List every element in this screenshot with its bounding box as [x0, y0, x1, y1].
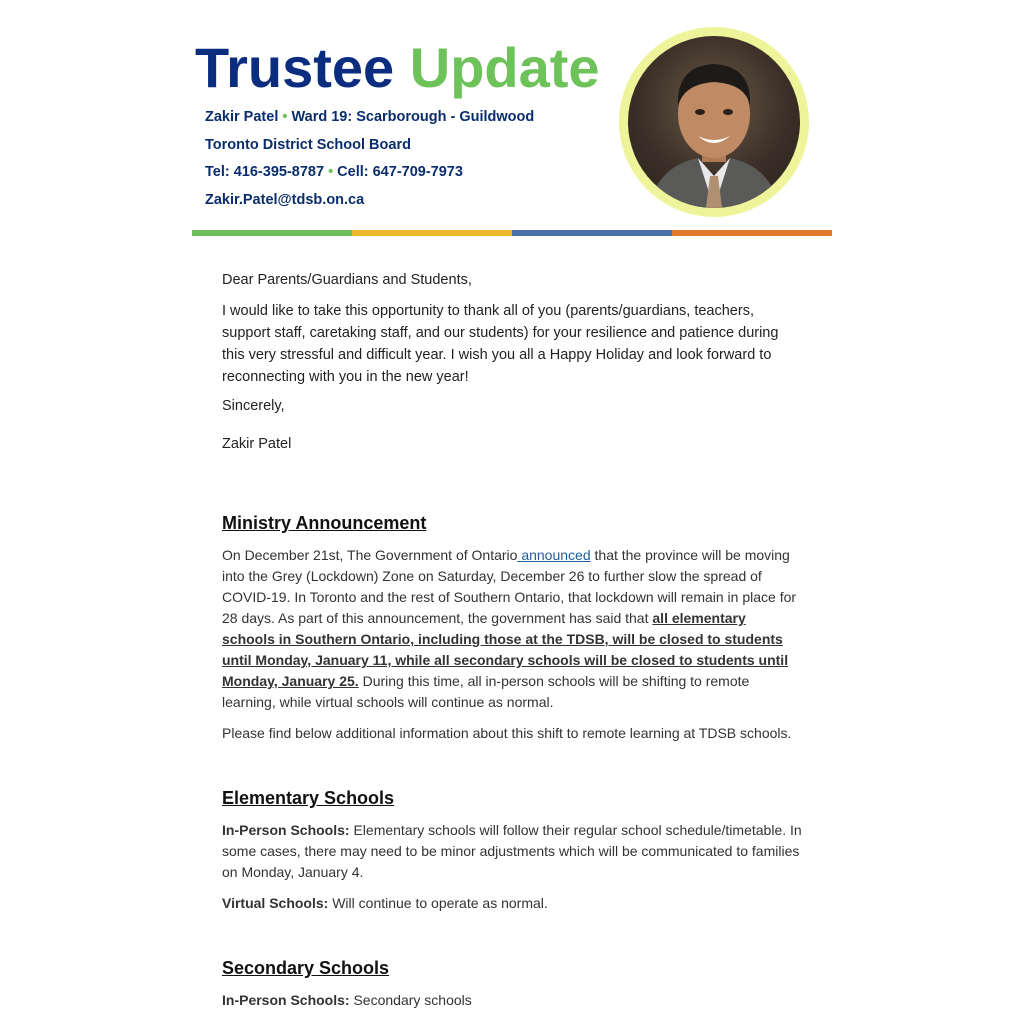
trustee-portrait-icon: [628, 36, 800, 208]
separator-dot: •: [328, 164, 334, 180]
ministry-text-b: that the province will be moving into the Grey (Lockdown) Zone on Saturday, December 26 to further slow the spread of COVID-19. In Toronto and the rest of Southern Ontario, that lockdown will remain in place for 28 days. As part of this announcement, the government has said that: [222, 547, 797, 626]
ward-name: Ward 19: Scarborough - Guildwood: [291, 109, 535, 125]
elementary-virtual: [222, 893, 802, 914]
email-line[interactable]: [205, 189, 534, 217]
board-line: Toronto District School Board: [205, 136, 411, 153]
letter-closing: Sincerely,: [222, 398, 285, 414]
divider-segment-blue: [512, 230, 672, 236]
elementary-inperson-text: Elementary schools will follow their regular school schedule/timetable. In some cases, there may need to be minor adjustments which will be communicated to families on Monday, January 4.: [222, 822, 802, 880]
separator-dot: •: [282, 109, 288, 125]
secondary-inperson-label: In-Person Schools:: [222, 992, 350, 1008]
tel-number: Tel: 416-395-8787: [205, 164, 325, 180]
divider-segment-green: [192, 230, 352, 236]
newsletter-title: [195, 36, 600, 100]
letter-body: I would like to take this opportunity to thank all of you (parents/guardians, teachers, support staff, caretaking staff, and our students) for your resilience and patience during this very stressful and difficult year. I wish you all a Happy Holiday and look forward to reconnecting with you in the new year!: [222, 303, 779, 385]
announced-link[interactable]: announced: [517, 547, 591, 563]
elementary-virtual-label: Virtual Schools:: [222, 895, 329, 911]
letter-greeting: Dear Parents/Guardians and Students,: [222, 272, 472, 288]
newsletter-content: [192, 270, 832, 1011]
divider-segment-yellow: [352, 230, 512, 236]
contact-info: [205, 106, 534, 216]
elementary-heading: Elementary Schools: [222, 788, 395, 808]
ministry-text-c: During this time, all in-person schools will be shifting to remote learning, while virtual schools will continue as normal.: [222, 673, 750, 710]
newsletter-header: [192, 0, 832, 236]
name-ward-line: [205, 106, 534, 134]
elementary-inperson: [222, 820, 802, 883]
divider-segment-orange: [672, 230, 832, 236]
ministry-paragraph: [222, 545, 802, 713]
email-address[interactable]: Zakir.Patel@tdsb.on.ca: [205, 191, 365, 208]
cell-number: Cell: 647-709-7973: [337, 164, 463, 180]
ministry-followup: Please find below additional information about this shift to remote learning at TDSB schools.: [222, 725, 792, 741]
title-trustee: Trustee: [195, 36, 395, 99]
secondary-inperson: [222, 990, 802, 1011]
color-divider-bar: [192, 230, 832, 236]
newsletter: [192, 0, 832, 1011]
ministry-closure-notice: all elementary schools in Southern Ontario, including those at the TDSB, will be closed to students until Monday, January 11, while all secondary schools will be closed to students until Monday, January 25.: [222, 610, 789, 689]
phone-line: [205, 161, 534, 189]
letter-signature: Zakir Patel: [222, 436, 292, 452]
secondary-heading: Secondary Schools: [222, 958, 390, 978]
elementary-virtual-text: Will continue to operate as normal.: [328, 895, 548, 911]
title-update: Update: [409, 36, 600, 99]
trustee-photo-ring: [619, 27, 809, 217]
elementary-inperson-label: In-Person Schools:: [222, 822, 350, 838]
ministry-text-a: On December 21st, The Government of Ontario: [222, 547, 518, 563]
trustee-name: Zakir Patel: [205, 109, 279, 125]
secondary-inperson-text: Secondary schools: [349, 992, 472, 1008]
ministry-heading: Ministry Announcement: [222, 513, 427, 533]
